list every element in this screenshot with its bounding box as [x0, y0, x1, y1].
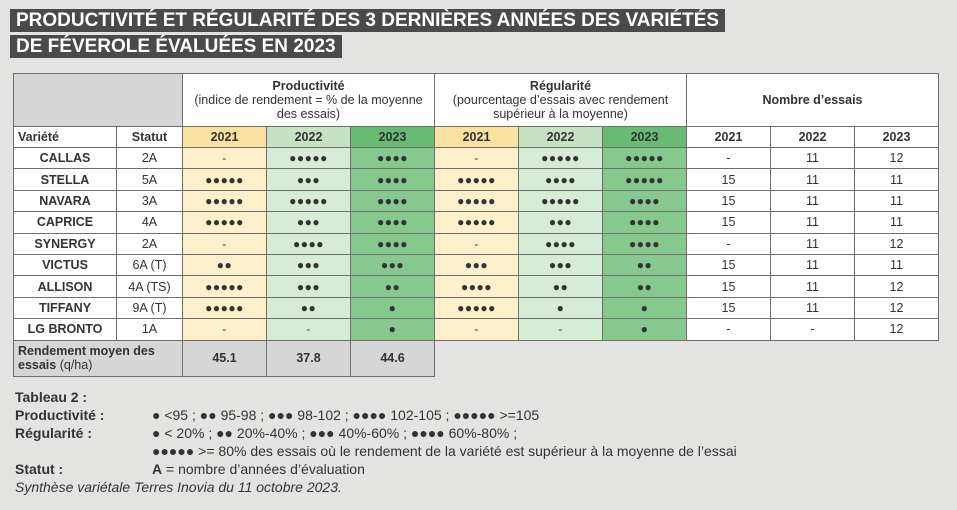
productivite-cell: ●●●●●	[183, 276, 267, 297]
productivite-cell: ●	[351, 319, 435, 340]
tableau-label: Tableau 2 :	[15, 389, 88, 405]
regularite-cell: ●●●●●	[519, 148, 603, 169]
productivite-cell: ●●●●	[351, 212, 435, 233]
average-label: Rendement moyen des essais (q/ha)	[14, 340, 183, 376]
title-line-2: DE FÉVEROLE ÉVALUÉES EN 2023	[10, 35, 342, 58]
regularite-cell: ●●	[603, 254, 687, 275]
col-n-2023: 2023	[855, 127, 939, 148]
table-row	[14, 254, 939, 275]
productivite-cell: ●●●●●	[183, 169, 267, 190]
nombre-essais-cell: 11	[771, 190, 855, 211]
statut-cell: 2A	[117, 148, 183, 169]
productivite-cell: ●●●●●	[183, 297, 267, 318]
nombre-essais-cell: 11	[771, 276, 855, 297]
regularite-cell: ●●●●	[603, 212, 687, 233]
average-empty	[435, 340, 939, 376]
col-n-2021: 2021	[687, 127, 771, 148]
nombre-essais-cell: -	[687, 233, 771, 254]
productivite-cell: ●●●	[267, 254, 351, 275]
legend-notes	[15, 388, 737, 496]
regularite-cell: ●	[603, 319, 687, 340]
nombre-essais-cell: 12	[855, 276, 939, 297]
table-row	[14, 233, 939, 254]
statut-cell: 4A (TS)	[117, 276, 183, 297]
col-p-2021: 2021	[183, 127, 267, 148]
regularite-cell: ●●●●●	[435, 169, 519, 190]
productivite-cell: ●●●	[267, 212, 351, 233]
nombre-essais-cell: 15	[687, 276, 771, 297]
nombre-essais-cell: 11	[855, 190, 939, 211]
nombre-essais-cell: 11	[855, 212, 939, 233]
productivite-cell: ●●●●	[351, 148, 435, 169]
productivite-cell: ●●	[183, 254, 267, 275]
regularite-cell: ●●●	[519, 254, 603, 275]
regularite-cell: ●●	[603, 276, 687, 297]
regularite-cell: -	[519, 319, 603, 340]
variete-cell: LG BRONTO	[14, 319, 117, 340]
statut-cell: 4A	[117, 212, 183, 233]
productivite-cell: ●●●●●	[183, 212, 267, 233]
regularite-cell: ●●●●●	[519, 190, 603, 211]
nombre-essais-cell: 11	[771, 169, 855, 190]
page-title	[10, 9, 725, 61]
legend-regularite: Régularité : ● < 20% ; ●● 20%-40% ; ●●● 40%-60% ; ●●●● 60%-80% ;	[15, 425, 518, 441]
table-row	[14, 297, 939, 318]
regularite-cell: -	[435, 148, 519, 169]
average-2023: 44.6	[351, 340, 435, 376]
col-r-2023: 2023	[603, 127, 687, 148]
nombre-essais-cell: -	[771, 319, 855, 340]
statut-cell: 6A (T)	[117, 254, 183, 275]
header-productivite: Productivité (indice de rendement = % de la moyenne des essais)	[183, 74, 435, 127]
col-p-2022: 2022	[267, 127, 351, 148]
productivite-cell: ●●●●	[267, 233, 351, 254]
productivite-cell: ●●	[267, 297, 351, 318]
regularite-cell: ●●●	[435, 254, 519, 275]
header-blank	[14, 74, 183, 127]
variete-cell: STELLA	[14, 169, 117, 190]
regularite-cell: ●●●●	[519, 169, 603, 190]
legend-statut: Statut : A = nombre d’années d’évaluation	[15, 461, 365, 477]
regularite-cell: ●●●●	[435, 276, 519, 297]
nombre-essais-cell: 11	[855, 254, 939, 275]
productivite-cell: ●●●●●	[183, 190, 267, 211]
col-p-2023: 2023	[351, 127, 435, 148]
table-row	[14, 276, 939, 297]
varieties-table	[13, 73, 939, 377]
regularite-cell: ●●●●	[603, 190, 687, 211]
regularite-cell: ●●●	[519, 212, 603, 233]
average-2022: 37.8	[267, 340, 351, 376]
statut-cell: 2A	[117, 233, 183, 254]
regularite-cell: -	[435, 233, 519, 254]
legend-productivite: Productivité : ● <95 ; ●● 95-98 ; ●●● 98-102 ; ●●●● 102-105 ; ●●●●● >=105	[15, 407, 540, 423]
nombre-essais-cell: -	[687, 148, 771, 169]
productivite-cell: ●●●●	[351, 169, 435, 190]
productivite-cell: ●●●	[267, 276, 351, 297]
variete-cell: CAPRICE	[14, 212, 117, 233]
productivite-cell: ●●●●●	[267, 190, 351, 211]
productivite-cell: ●●	[351, 276, 435, 297]
title-line-1: PRODUCTIVITÉ ET RÉGULARITÉ DES 3 DERNIÈRES ANNÉES DES VARIÉTÉS	[10, 9, 725, 32]
regularite-cell: ●●●●●	[435, 212, 519, 233]
productivite-cell: ●●●●	[351, 233, 435, 254]
nombre-essais-cell: 15	[687, 254, 771, 275]
regularite-cell: ●●●●●	[603, 148, 687, 169]
nombre-essais-cell: -	[687, 319, 771, 340]
variete-cell: ALLISON	[14, 276, 117, 297]
table-row	[14, 212, 939, 233]
nombre-essais-cell: 11	[771, 148, 855, 169]
variete-cell: TIFFANY	[14, 297, 117, 318]
nombre-essais-cell: 11	[771, 212, 855, 233]
table-row	[14, 169, 939, 190]
col-variete: Variété	[14, 127, 117, 148]
productivite-cell: ●●●	[267, 169, 351, 190]
nombre-essais-cell: 15	[687, 212, 771, 233]
nombre-essais-cell: 15	[687, 169, 771, 190]
productivite-cell: ●●●	[351, 254, 435, 275]
col-statut: Statut	[117, 127, 183, 148]
statut-cell: 3A	[117, 190, 183, 211]
variete-cell: CALLAS	[14, 148, 117, 169]
regularite-cell: ●	[603, 297, 687, 318]
productivite-cell: ●●●●●	[267, 148, 351, 169]
regularite-cell: -	[435, 319, 519, 340]
col-r-2021: 2021	[435, 127, 519, 148]
nombre-essais-cell: 15	[687, 297, 771, 318]
nombre-essais-cell: 11	[771, 297, 855, 318]
nombre-essais-cell: 12	[855, 319, 939, 340]
nombre-essais-cell: 12	[855, 297, 939, 318]
col-r-2022: 2022	[519, 127, 603, 148]
regularite-cell: ●●●●●	[603, 169, 687, 190]
header-nombre-essais: Nombre d’essais	[687, 74, 939, 127]
nombre-essais-cell: 11	[771, 254, 855, 275]
regularite-cell: ●●●●●	[435, 190, 519, 211]
productivite-cell: -	[183, 319, 267, 340]
variete-cell: VICTUS	[14, 254, 117, 275]
table-row	[14, 319, 939, 340]
regularite-cell: ●●●●	[603, 233, 687, 254]
variete-cell: SYNERGY	[14, 233, 117, 254]
source-note: Synthèse variétale Terres Inovia du 11 octobre 2023.	[15, 479, 342, 495]
nombre-essais-cell: 11	[855, 169, 939, 190]
regularite-cell: ●●	[519, 276, 603, 297]
nombre-essais-cell: 12	[855, 233, 939, 254]
legend-regularite-2: ●●●●● >= 80% des essais où le rendement de la variété est supérieur à la moyenne de l’essai	[152, 443, 737, 459]
productivite-cell: -	[183, 148, 267, 169]
productivite-cell: ●	[351, 297, 435, 318]
table-row	[14, 190, 939, 211]
productivite-cell: -	[267, 319, 351, 340]
productivite-cell: -	[183, 233, 267, 254]
nombre-essais-cell: 11	[771, 233, 855, 254]
regularite-cell: ●●●●	[519, 233, 603, 254]
regularite-cell: ●	[519, 297, 603, 318]
productivite-cell: ●●●●	[351, 190, 435, 211]
table-row	[14, 148, 939, 169]
average-2021: 45.1	[183, 340, 267, 376]
statut-cell: 5A	[117, 169, 183, 190]
header-regularite: Régularité (pourcentage d’essais avec rendement supérieur à la moyenne)	[435, 74, 687, 127]
col-n-2022: 2022	[771, 127, 855, 148]
variete-cell: NAVARA	[14, 190, 117, 211]
statut-cell: 9A (T)	[117, 297, 183, 318]
nombre-essais-cell: 12	[855, 148, 939, 169]
nombre-essais-cell: 15	[687, 190, 771, 211]
statut-cell: 1A	[117, 319, 183, 340]
regularite-cell: ●●●●●	[435, 297, 519, 318]
